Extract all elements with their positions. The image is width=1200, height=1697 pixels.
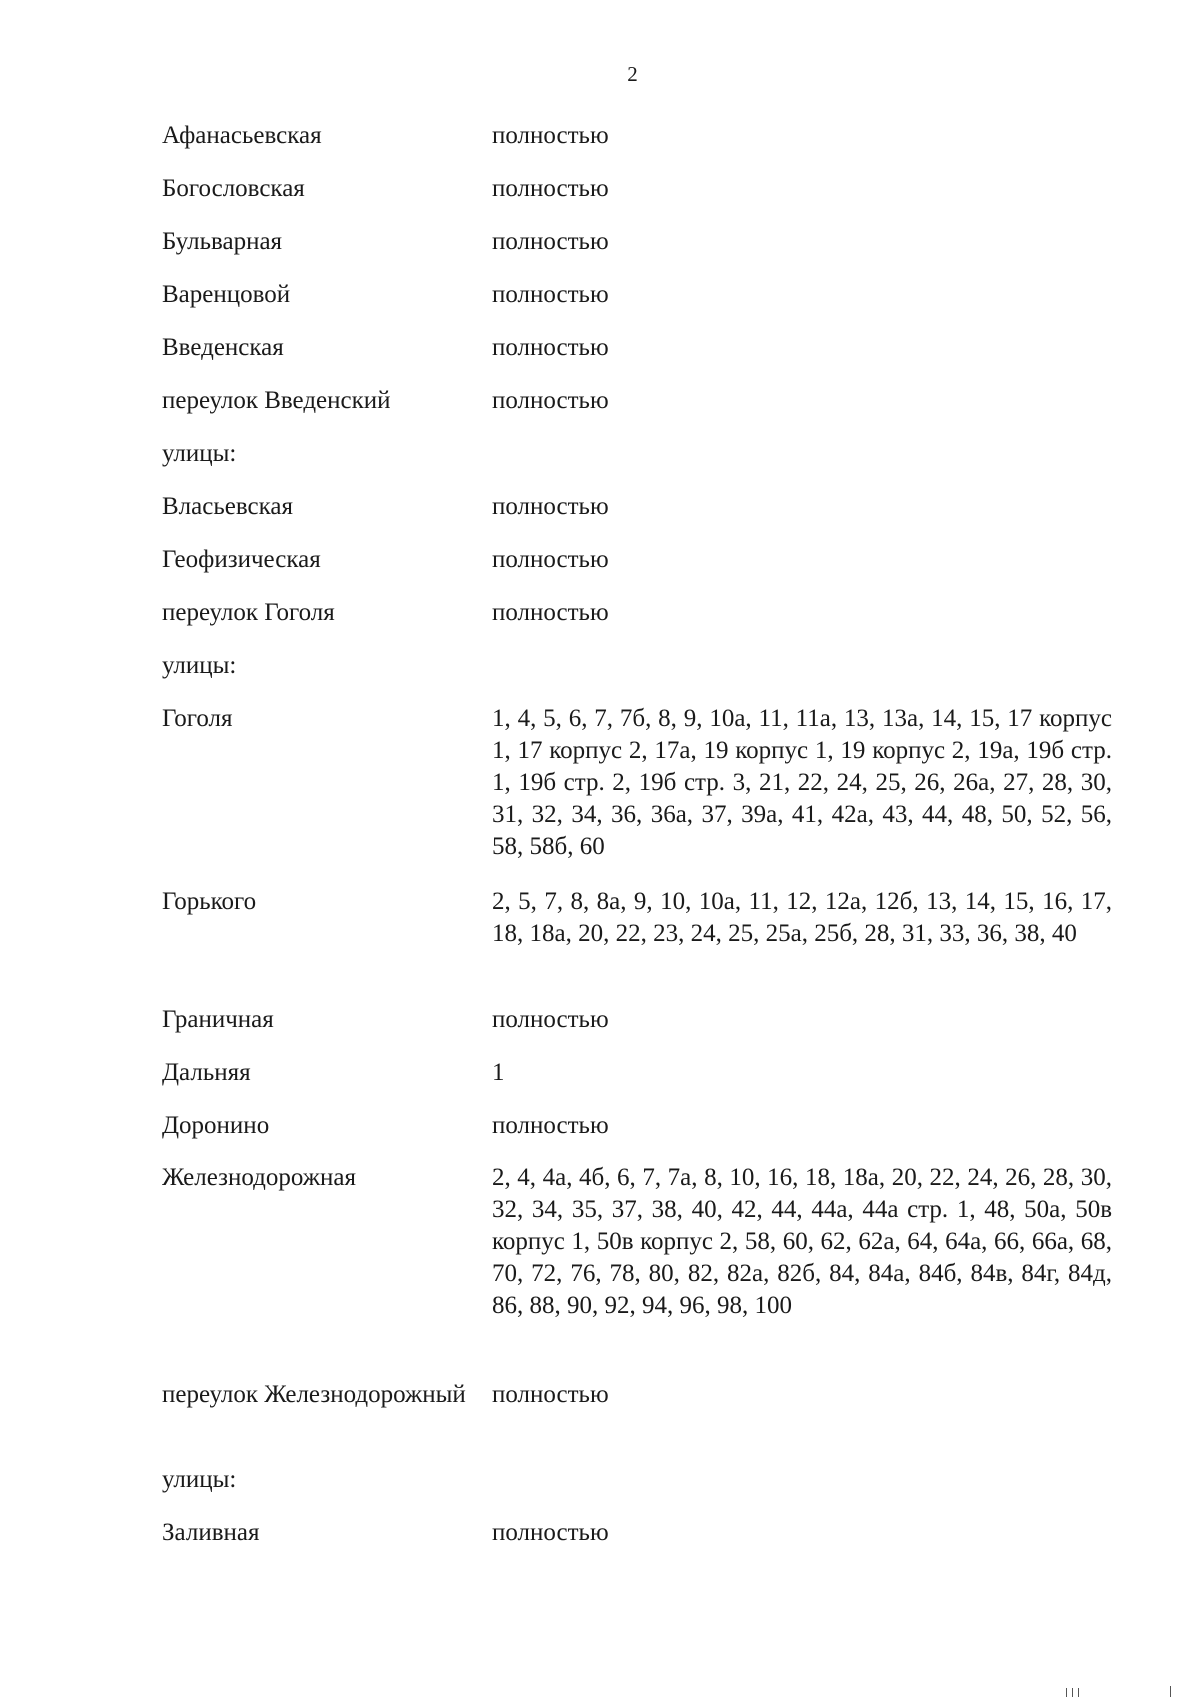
- street-name: переулок Железнодорожный: [162, 1381, 466, 1408]
- house-numbers: полностью: [492, 122, 609, 149]
- house-numbers: полностью: [492, 493, 609, 520]
- page-number: 2: [627, 62, 638, 86]
- section-label: [162, 1464, 1112, 1496]
- street-row: [162, 279, 1112, 311]
- street-row: [162, 173, 1112, 205]
- house-numbers: полностью: [492, 387, 609, 414]
- house-numbers: [492, 1464, 1112, 1496]
- street-name: Геофизическая: [162, 546, 321, 573]
- house-numbers: полностью: [492, 228, 609, 255]
- street-name: Железнодорожная: [162, 1164, 356, 1191]
- scan-artifact: [1078, 1688, 1079, 1697]
- house-numbers: полностью: [492, 175, 609, 202]
- house-numbers: 1, 4, 5, 6, 7, 7б, 8, 9, 10а, 11, 11а, 13, 13а, 14, 15, 17 корпус 1, 17 корпус 2, 17а, 19 корпус 1, 19 корпус 2, 19а, 19б стр. 1, 19б стр. 2, 19б стр. 3, 21, 22, 24, 25, 26, 26а, 27, 28, 30, 31, 32, 34, 36, 36а, 37, 39а, 41, 42а, 43, 44, 48, 50, 52, 56, 58, 58б, 60: [492, 705, 1112, 860]
- house-numbers: [492, 650, 1112, 682]
- street-row: [162, 491, 1112, 523]
- street-name: Бульварная: [162, 228, 283, 255]
- house-numbers: полностью: [492, 281, 609, 308]
- street-name: Доронино: [162, 1112, 270, 1139]
- street-row: [162, 1110, 1112, 1142]
- house-numbers: полностью: [492, 1006, 609, 1033]
- street-row: [162, 544, 1112, 576]
- street-name: Афанасьевская: [162, 122, 322, 149]
- section-label-text: улицы:: [162, 652, 237, 679]
- street-name: Гоголя: [162, 705, 233, 732]
- street-name: Введенская: [162, 334, 284, 361]
- house-numbers: полностью: [492, 1381, 609, 1408]
- street-name: Горького: [162, 888, 257, 915]
- section-label-text: улицы:: [162, 440, 237, 467]
- house-numbers: полностью: [492, 1519, 609, 1546]
- house-numbers: 1: [492, 1059, 505, 1086]
- house-numbers: полностью: [492, 334, 609, 361]
- scan-artifact: [1072, 1688, 1073, 1697]
- street-name: переулок Введенский: [162, 387, 391, 414]
- house-numbers: полностью: [492, 1112, 609, 1139]
- section-label: [162, 438, 1112, 470]
- street-name: переулок Гоголя: [162, 599, 335, 626]
- street-name: Заливная: [162, 1519, 260, 1546]
- street-name: Граничная: [162, 1006, 274, 1033]
- scan-artifact: [1170, 1686, 1171, 1697]
- street-name: Богословская: [162, 175, 305, 202]
- house-numbers: 2, 5, 7, 8, 8а, 9, 10, 10а, 11, 12, 12а, 12б, 13, 14, 15, 16, 17, 18, 18а, 20, 22, 23, 24, 25, 25а, 25б, 28, 31, 33, 36, 38, 40: [492, 888, 1112, 947]
- street-row: [162, 886, 1112, 950]
- street-row: [162, 703, 1112, 863]
- street-row: [162, 1057, 1112, 1089]
- street-row: [162, 1004, 1112, 1036]
- house-numbers: полностью: [492, 599, 609, 626]
- house-numbers: полностью: [492, 546, 609, 573]
- street-row: [162, 1517, 1112, 1549]
- section-label: [162, 650, 1112, 682]
- street-row: [162, 1162, 1112, 1322]
- street-name: Варенцовой: [162, 281, 291, 308]
- street-row: [162, 332, 1112, 364]
- house-numbers: [492, 438, 1112, 470]
- street-row: [162, 1379, 1112, 1411]
- scan-artifact: [1066, 1688, 1067, 1697]
- section-label-text: улицы:: [162, 1466, 237, 1493]
- house-numbers: 2, 4, 4а, 4б, 6, 7, 7а, 8, 10, 16, 18, 18а, 20, 22, 24, 26, 28, 30, 32, 34, 35, 37, 38, 40, 42, 44, 44а, 44а стр. 1, 48, 50а, 50в корпус 1, 50в корпус 2, 58, 60, 62, 62а, 64, 64а, 66, 66а, 68, 70, 72, 76, 78, 80, 82, 82а, 82б, 84, 84а, 84б, 84в, 84г, 84д, 86, 88, 90, 92, 94, 96, 98, 100: [492, 1164, 1112, 1319]
- street-row: [162, 120, 1112, 152]
- street-name: Дальняя: [162, 1059, 251, 1086]
- street-row: [162, 226, 1112, 258]
- street-name: Власьевская: [162, 493, 293, 520]
- street-row: [162, 597, 1112, 629]
- street-row: [162, 385, 1112, 417]
